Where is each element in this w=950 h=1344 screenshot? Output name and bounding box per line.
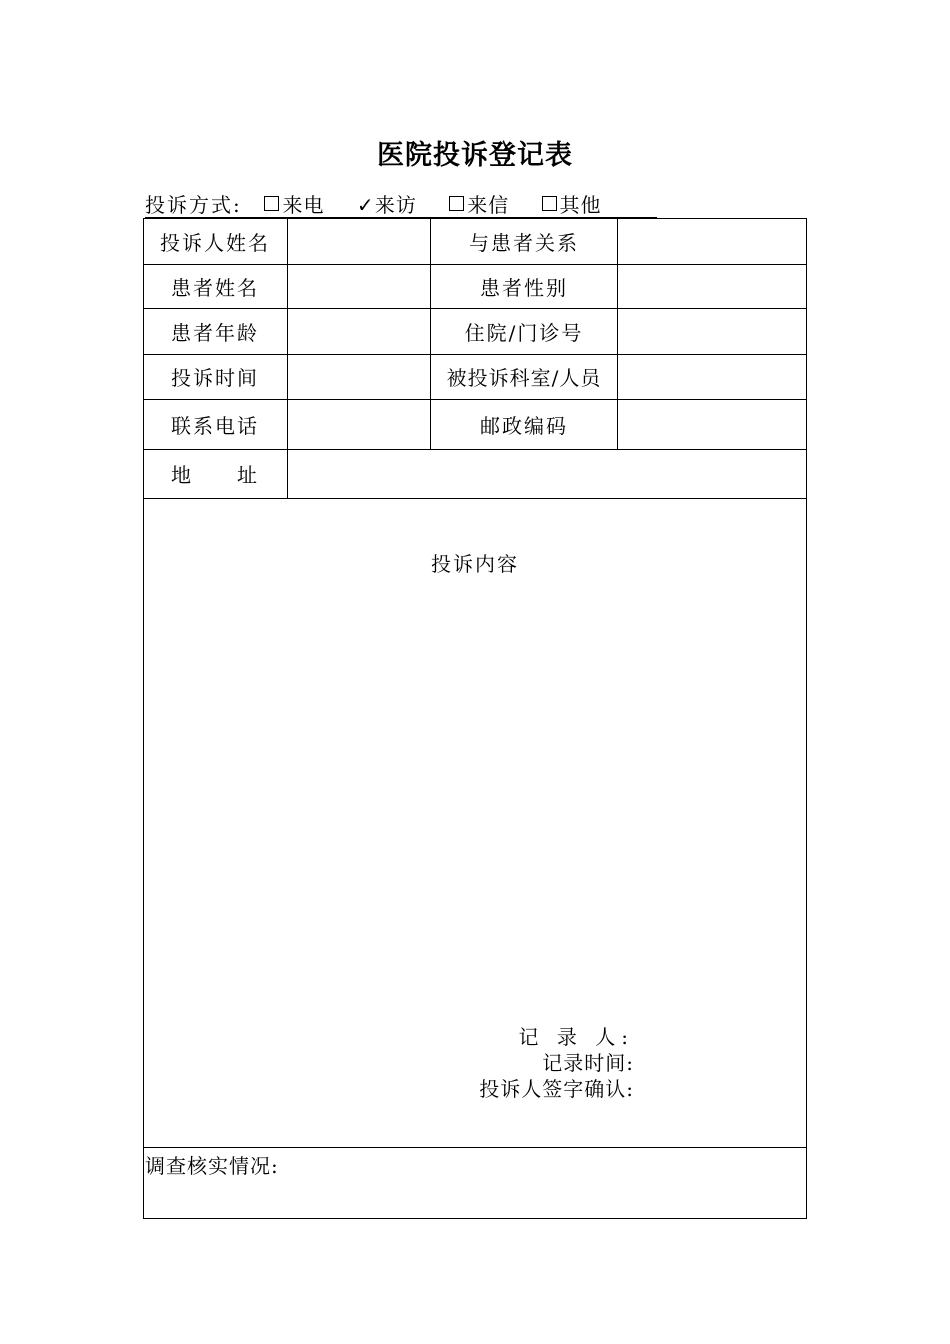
checkbox-empty-icon	[449, 196, 464, 211]
patient-gender-field[interactable]	[618, 264, 806, 308]
method-option-letter[interactable]: 来信	[449, 193, 509, 217]
label-patient-age: 患者年龄	[171, 320, 259, 345]
complaint-content-label: 投诉内容	[431, 552, 519, 576]
label-target-dept: 被投诉科室/人员	[446, 366, 602, 390]
label-postcode: 邮政编码	[480, 413, 568, 438]
complainant-name-field[interactable]	[288, 218, 430, 264]
patient-age-field[interactable]	[288, 308, 430, 354]
investigation-label: 调查核实情况:	[145, 1154, 279, 1178]
label-patient-gender: 患者性别	[480, 275, 568, 300]
method-option-phone[interactable]: 来电	[264, 193, 324, 217]
label-relation: 与患者关系	[469, 230, 579, 255]
checkmark-icon: ✓	[356, 193, 375, 217]
relation-field[interactable]	[618, 218, 806, 264]
complaint-method-label: 投诉方式:	[145, 193, 242, 217]
method-option-other[interactable]: 其他	[542, 193, 602, 217]
label-patient-name: 患者姓名	[171, 275, 259, 300]
label-phone: 联系电话	[171, 413, 259, 438]
method-option-visit[interactable]: ✓来访	[356, 193, 417, 217]
table-border-right	[806, 218, 807, 1219]
postcode-field[interactable]	[618, 399, 806, 449]
record-no-field[interactable]	[618, 308, 806, 354]
table-border-bottom	[143, 1218, 807, 1219]
address-field[interactable]	[288, 449, 806, 498]
phone-field[interactable]	[288, 399, 430, 449]
label-complainant-name: 投诉人姓名	[160, 230, 270, 255]
row-divider	[143, 498, 807, 499]
target-dept-field[interactable]	[618, 354, 806, 399]
checkbox-empty-icon	[542, 196, 557, 211]
row-divider	[143, 1147, 807, 1148]
patient-name-field[interactable]	[288, 264, 430, 308]
complaint-form-table	[143, 218, 807, 1219]
label-address: 地 址	[171, 463, 259, 487]
label-complaint-time: 投诉时间	[171, 366, 259, 390]
record-time-label: 记录时间:	[542, 1051, 634, 1075]
complainant-sign-label: 投诉人签字确认:	[479, 1077, 634, 1101]
checkbox-empty-icon	[264, 196, 279, 211]
complaint-method-row	[145, 193, 657, 218]
label-record-no: 住院/门诊号	[464, 320, 584, 345]
recorder-label: 记 录 人:	[518, 1025, 634, 1049]
complaint-time-field[interactable]	[288, 354, 430, 399]
form-title: 医院投诉登记表	[377, 140, 573, 171]
